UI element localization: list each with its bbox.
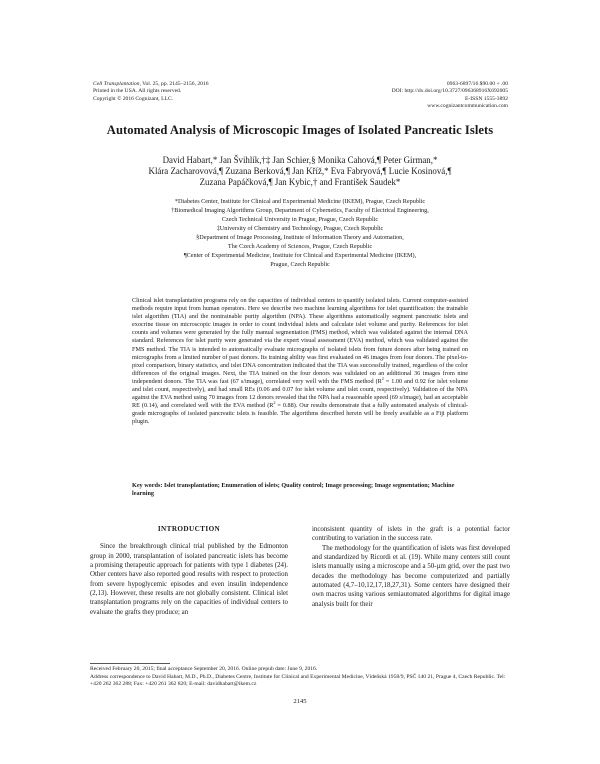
body-column-left [90,525,288,617]
affiliation-line: The Czech Academy of Sciences, Prague, Czech Republic [227,242,373,250]
doi-link[interactable]: DOI: http://dx.doi.org/10.3727/096368916X692005 [391,88,508,95]
body-paragraph: inconsistent quantity of islets in the graft is a potential factor contributing to variation in the success rate. [312,526,510,543]
journal-header-left [93,81,209,103]
publisher-url[interactable]: www.cognizantcommunication.com [427,103,508,110]
affiliation-line: ¶Center of Experimental Medicine, Institute for Clinical and Experimental Medicine (IKEM), [183,251,417,259]
article-title: Automated Analysis of Microscopic Images of Isolated Pancreatic Islets [106,123,494,137]
body-column-right [312,525,510,609]
affiliation-list [120,198,480,270]
journal-name: Cell Transplantation, [93,81,141,87]
received-dates: Received February 20, 2015; final acceptance September 20, 2016. Online prepub date: June 9, 2016. [90,666,318,672]
citation-volume: Vol. 25, pp. 2145–2156, 2016 [140,81,209,87]
affiliation-line: Prague, Czech Republic [270,260,330,268]
body-paragraph: Since the breakthrough clinical trial published by the Edmonton group in 2000, transplantation of isolated pancreatic islets has become a promising therapeutic approach for patients with type 1 diabetes (24). Other centers have also reported good results with respect to protection from severe hypoglycemic episodes and even insulin independence (2,13). However, these results are not globally consistent. Clinical islet transplantation programs rely on the capacities of individual centers to evaluate the grafts they produce; an [90,543,288,616]
affiliation-line: Czech Technical University in Prague, Prague, Czech Republic [221,215,379,223]
author-line: David Habart,* Jan Švihlík,†‡ Jan Schier,§ Monika Cahová,¶ Peter Girman,* [162,155,438,165]
author-list [140,155,460,188]
affiliation-line: †Biomedical Imaging Algorithms Group, Department of Cybernetics, Faculty of Electrical Engineering, [171,206,429,214]
copyright-notice: Copyright © 2016 Cognizant, LLC. [93,95,174,102]
affiliation-line: ‡University of Chemistry and Technology, Prague, Czech Republic [216,224,384,232]
journal-citation [93,81,209,88]
abstract [132,297,468,427]
author-line: Klára Zacharovová,¶ Zuzana Berková,¶ Jan Kříž,* Eva Fabryová,¶ Lucie Kosinová,¶ [148,166,452,177]
abstract-text: Clinical islet transplantation programs rely on the capacities of individual centers to quantify isolated islets. Current computer-assisted methods require input from human operators. Here we describe two machine learning algorithms for islet quantification: the trainable islet algorithm (TIA) and the nontrainable purity algorithm (NPA). These algorithms automatically segment pancreatic islets and exocrine tissue on microscopic images in order to count individual islets and calculate islet volume and purity. References for islet counts and volumes were generated by the fully manual segmentation (FMS) method, which was validated against the internal DNA standard. References for islet purity were generated via the expert visual assessment (EVA) method, which was validated against the FMS method. The TIA is intended to automatically evaluate micrographs of isolated islets from future donors after being trained on micrographs from a limited number of past donors. Its training ability was first evaluated on 46 images from four donors. The pixel-to-pixel comparison, binary statistics, and islet DNA concentration indicated that the TIA was successfully trained, regardless of the color differences of the original images. Next, the TIA trained on the four donors was validated on an additional 36 images from nine independent donors. The TIA was fast (67 s/image), correlated very well with the FMS method (R [132,297,468,385]
keywords: Key words: Islet transplantation; Enumeration of islets; Quality control; Image processing; Image segmentation; Machine learning [132,482,455,498]
footnotes [90,666,510,689]
journal-header-right [392,81,508,111]
superscript: 2 [381,375,384,381]
page-number: 2145 [293,698,307,705]
print-notice: Printed in the USA. All rights reserved. [93,88,182,95]
author-line: Zuzana Papáčková,¶ Jan Kybic,† and František Saudek* [199,177,401,188]
body-paragraph: The methodology for the quantification of islets was first developed and standardized by Ricordi et al. (19). While many centers still count islets manually using a microscope and a 50-µm grid, over the past two decades the methodology has become computerized and partially automated (4,7–10,12,17,18,27,31). Some centers have designed their own macros using various semiautomated algorithms for digital image analysis built for their [312,544,510,608]
issn-price: 0963-6897/16 $90.00 + .00 [446,81,508,87]
abstract-text: = 0.88). Our results demonstrate that a fully automated analysis of clinical-grade micrographs of isolated pancreatic islets is feasible. The algorithms described herein will be freely available as a Fiji platform plugin. [132,402,468,426]
correspondence-address: Address correspondence to David Habart, M.D., Ph.D., Diabetes Centre, Institute for Clinical and Experimental Medicine, Vídeňská 1958/9, PSČ 140 21, Prague 4, Czech Republic. Tel: +420 262 362 288; Fax: +420 261 362 820; E-mail: davidhabart@ikem.cz [90,673,506,688]
section-heading: INTRODUCTION [157,525,221,533]
superscript: 2 [273,400,276,406]
eissn: E-ISSN 1555-3892 [464,95,508,102]
footnote-divider [90,663,170,664]
abstract-text: = 1.00 and 0.92 for islet volume and islet count, respectively), and had small REs (0.06 and 0.07 for islet volume and islet count, respectively). Validation of the NPA against the EVA method using 70 images from 12 donors revealed that the NPA had a reasonable speed (69 s/image), had an acceptable RE (0.14), and correlated well with the EVA method (R [132,377,468,410]
affiliation-line: *Diabetes Center, Institute for Clinical and Experimental Medicine (IKEM), Prague, Czech Republic [174,198,426,205]
affiliation-line: §Department of Image Processing, Institute of Information Theory and Automation, [196,233,404,241]
